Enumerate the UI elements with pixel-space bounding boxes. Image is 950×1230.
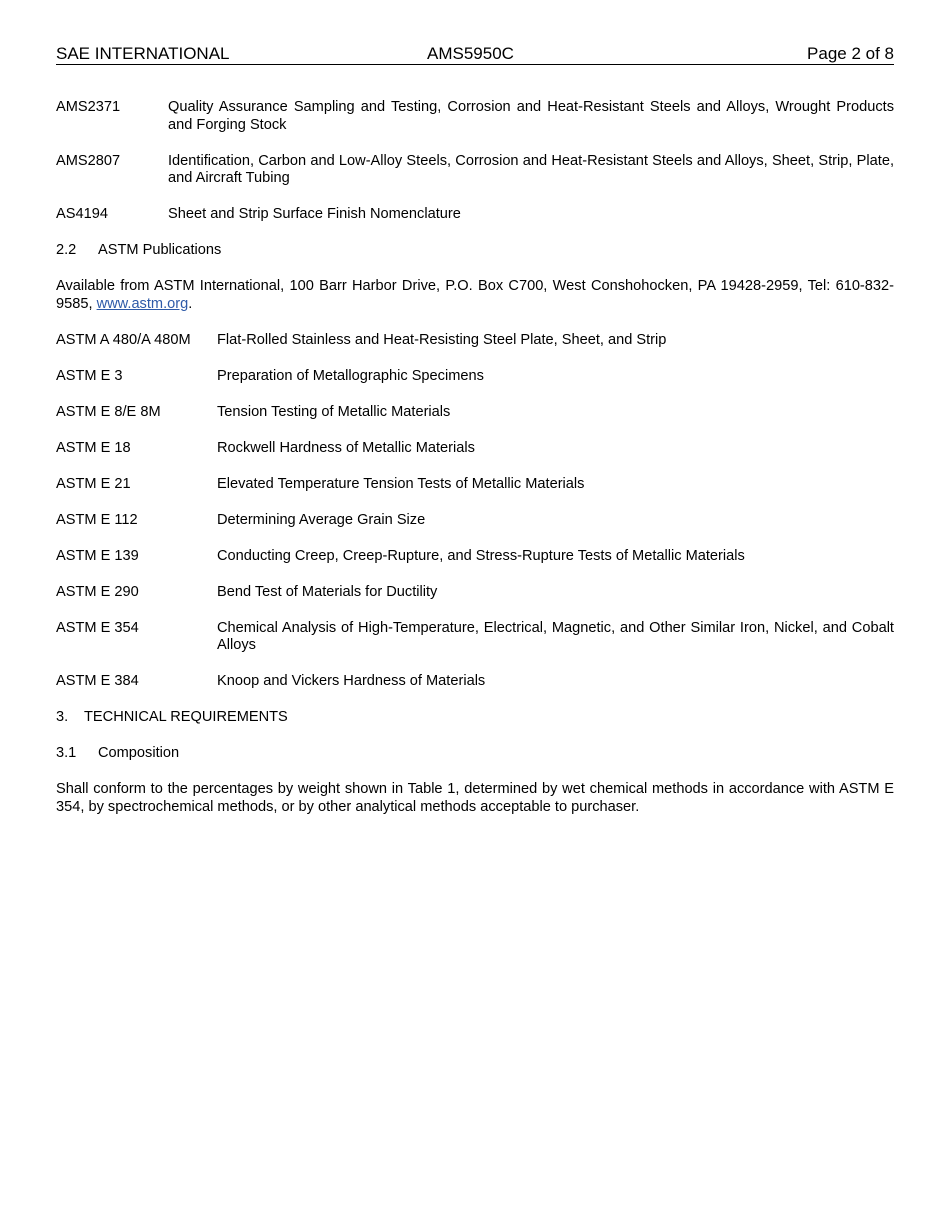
reference-row — [56, 584, 894, 602]
reference-row — [56, 476, 894, 494]
header-org: SAE INTERNATIONAL — [56, 44, 230, 63]
astm-availability-paragraph — [56, 278, 894, 313]
reference-row — [56, 99, 894, 134]
section-title: Composition — [98, 745, 180, 761]
section-heading-3 — [56, 709, 894, 727]
reference-code: ASTM E 354 — [56, 619, 139, 636]
section-heading-2-2 — [56, 242, 894, 260]
section-number: 2.2 — [56, 242, 77, 258]
reference-code: ASTM E 112 — [56, 511, 138, 528]
reference-row — [56, 404, 894, 422]
reference-title: Elevated Temperature Tension Tests of Metallic Materials — [217, 475, 585, 492]
reference-code: AMS2371 — [56, 99, 121, 115]
astm-website-link[interactable]: www.astm.org — [96, 295, 189, 312]
reference-row — [56, 440, 894, 458]
reference-title: Knoop and Vickers Hardness of Materials — [217, 673, 486, 689]
section-number: 3. — [56, 709, 69, 725]
availability-text: Available from ASTM International, 100 Barr Harbor Drive, P.O. Box C700, West Conshohocken, PA 19428-2959, Tel: 610-832-9585, — [56, 278, 894, 312]
reference-title: Bend Test of Materials for Ductility — [217, 583, 438, 600]
reference-code: ASTM E 3 — [56, 367, 123, 384]
reference-title: Sheet and Strip Surface Finish Nomenclature — [168, 206, 461, 222]
reference-title: Determining Average Grain Size — [217, 511, 426, 528]
reference-code: ASTM E 21 — [56, 475, 131, 492]
reference-code: AS4194 — [56, 206, 108, 222]
reference-title: Chemical Analysis of High-Temperature, Electrical, Magnetic, and Other Similar Iron, Nickel, and Cobalt Alloys — [217, 619, 894, 653]
reference-title: Quality Assurance Sampling and Testing, Corrosion and Heat-Resistant Steels and Alloys, Wrought Products and Forging Stock — [168, 99, 894, 133]
reference-code: ASTM E 384 — [56, 673, 139, 689]
composition-paragraph: Shall conform to the percentages by weight shown in Table 1, determined by wet chemical methods in accordance with ASTM E 354, by spectrochemical methods, or by other analytical methods acceptable to purchaser. — [56, 781, 894, 815]
reference-row — [56, 153, 894, 188]
reference-row — [56, 548, 894, 566]
section-title: TECHNICAL REQUIREMENTS — [84, 709, 288, 725]
reference-title: Flat-Rolled Stainless and Heat-Resisting Steel Plate, Sheet, and Strip — [217, 331, 667, 348]
reference-code: AMS2807 — [56, 152, 121, 169]
reference-title: Identification, Carbon and Low-Alloy Steels, Corrosion and Heat-Resistant Steels and Alloys, Sheet, Strip, Plate, and Aircraft Tubing — [168, 152, 894, 186]
reference-code: ASTM E 8/E 8M — [56, 403, 161, 420]
reference-title: Tension Testing of Metallic Materials — [217, 403, 451, 420]
reference-code: ASTM E 18 — [56, 439, 131, 456]
reference-code: ASTM A 480/A 480M — [56, 331, 191, 348]
availability-end: . — [188, 295, 193, 312]
reference-title: Preparation of Metallographic Specimens — [217, 367, 484, 384]
reference-row — [56, 368, 894, 386]
header-doc-id: AMS5950C — [427, 44, 514, 63]
reference-row — [56, 206, 894, 224]
page-header — [56, 44, 894, 65]
reference-code: ASTM E 290 — [56, 583, 139, 600]
reference-row — [56, 512, 894, 530]
header-page-number: Page 2 of 8 — [807, 44, 894, 63]
section-heading-3-1 — [56, 745, 894, 763]
reference-row — [56, 620, 894, 655]
reference-row — [56, 673, 894, 691]
reference-title: Conducting Creep, Creep-Rupture, and Stress-Rupture Tests of Metallic Materials — [217, 547, 745, 564]
section-number: 3.1 — [56, 745, 77, 761]
reference-code: ASTM E 139 — [56, 547, 139, 564]
reference-row — [56, 332, 894, 350]
reference-title: Rockwell Hardness of Metallic Materials — [217, 439, 475, 456]
section-title: ASTM Publications — [98, 242, 222, 258]
document-body — [56, 99, 894, 835]
